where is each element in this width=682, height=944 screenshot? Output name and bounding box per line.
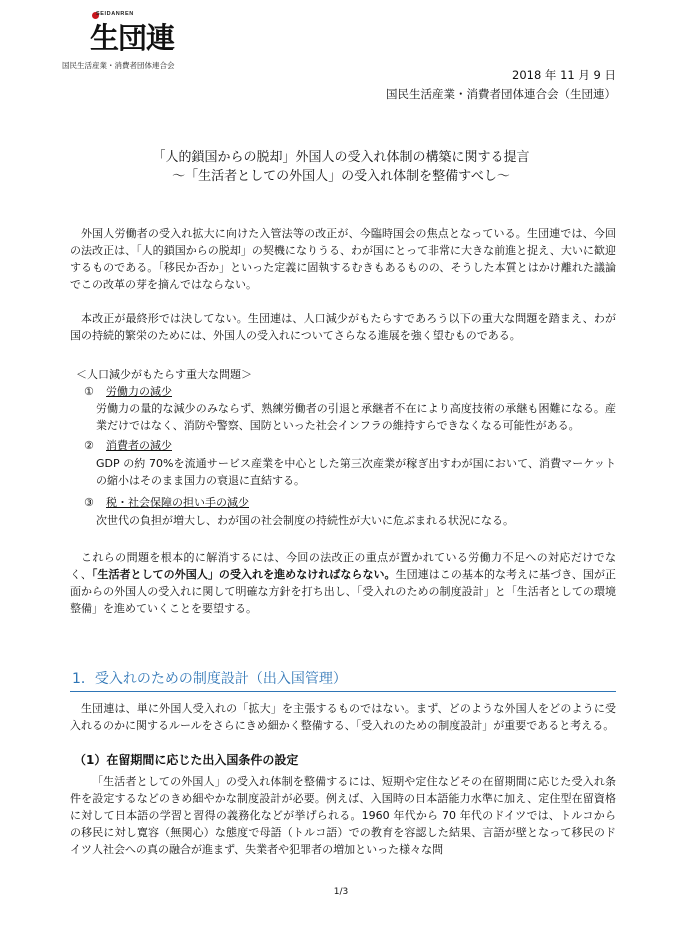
section-1-sub-body: 「生活者としての外国人」の受入れ体制を整備するには、短期や定住などその在留期間に応じた受入れ条件を設定するなどのきめ細やかな制度設計が必要。例えば、入国時の日本語能力水準に加え、定住型在留資格に対して日本語の学習と習得の義務化などが挙げられる。1960 年代から 70 年代のドイツでは、トルコからの移民に対し寛容（無関心）な態度で母語（トルコ語）での教育を容認した結果、言語が壁となって移民のドイツ人社会への真の融合が進まず、失業者や犯罪者の増加といった様々な問	[70, 775, 616, 856]
problem-item-number: ③	[84, 496, 94, 509]
intro-paragraph-1: 外国人労働者の受入れ拡大に向けた入管法等の改正が、今臨時国会の焦点となっている。生団連では、今回の法改正は、「人的鎖国からの脱却」の契機になりうる、わが国にとって非常に大きな前進と捉え、大いに歓迎するものである。「移民か否か」といった定義に固執するむきもあるものの、そうした本質とはかけ離れた議論でこの改革の芽を摘んではならない。	[70, 227, 616, 291]
logo-subtitle: 国民生活産業・消費者団体連合会	[62, 61, 175, 70]
title-line-1: 「人的鎖国からの脱却」外国人の受入れ体制の構築に関する提言	[152, 150, 530, 165]
conclusion-emphasis: 「生活者としての外国人」の受入れを進めなければならない。	[91, 568, 396, 581]
conclusion-paragraph	[70, 549, 616, 617]
conclusion-text-2: 生団連はこの基本的な考えに基づき、国が正面からの外国人の受入れに関して明確な方針を打ち出し、「受入れのための制度設計」と「生活者としての環境整備」を進めていくことを要望する。	[70, 568, 617, 615]
problem-item-title: 労働力の減少	[106, 385, 172, 398]
problem-item-number: ①	[84, 385, 94, 398]
section-1-body: 生団連は、単に外国人受入れの「拡大」を主張するものではない。まず、どのような外国人をどのように受入れるのかに関するルールをさらにきめ細かく整備する、「受入れのための制度設計」が重要であると考える。	[70, 702, 616, 732]
problem-item-1	[84, 383, 616, 400]
document-meta	[386, 66, 616, 104]
problem-item-title: 消費者の減少	[106, 439, 172, 452]
document-date: 2018 年 11 月 9 日	[512, 68, 616, 82]
problem-item-number: ②	[84, 439, 94, 452]
section-1-subheading: （1）在留期間に応じた出入国条件の設定	[74, 753, 299, 767]
logo	[62, 10, 212, 76]
problem-item-3	[84, 494, 616, 511]
problem-item-body: GDP の約 70%を流通サービス産業を中心とした第三次産業が稼ぎ出すわが国において、消費マーケットの縮小はそのまま国力の衰退に直結する。	[96, 457, 616, 487]
logo-mark: 生団連	[90, 21, 175, 55]
logo-roman-text: SEIDANREN	[96, 11, 134, 17]
section-1-heading: 1．受入れのための制度設計（出入国管理）	[70, 668, 616, 692]
problem-item-title: 税・社会保障の担い手の減少	[106, 496, 249, 509]
document-title	[0, 148, 682, 186]
problem-item-body: 次世代の負担が増大し、わが国の社会制度の持続性が大いに危ぶまれる状況になる。	[96, 514, 514, 527]
problem-item-2	[84, 437, 616, 454]
intro-paragraph-2: 本改正が最終形では決してない。生団連は、人口減少がもたらすであろう以下の重大な問題を踏まえ、わが国の持続的繁栄のためには、外国人の受入れについてさらなる進展を強く望むものである。	[70, 312, 616, 342]
problems-heading: ＜人口減少がもたらす重大な問題＞	[76, 368, 252, 381]
title-line-2: ～「生活者としての外国人」の受入れ体制を整備すべし～	[172, 169, 510, 184]
problem-item-body: 労働力の量的な減少のみならず、熟練労働者の引退と承継者不在により高度技術の承継も困難になる。産業だけではなく、消防や警察、国防といった社会インフラの維持すらできなくなる可能性がある。	[96, 402, 616, 432]
document-organization: 国民生活産業・消費者団体連合会（生団連）	[386, 87, 616, 101]
page-number: 1/3	[333, 887, 349, 897]
conclusion-text-1: これらの問題を根本的に解消するには、今回の法改正の重点が置かれている労働力不足への対応だけでなく、	[70, 551, 616, 581]
